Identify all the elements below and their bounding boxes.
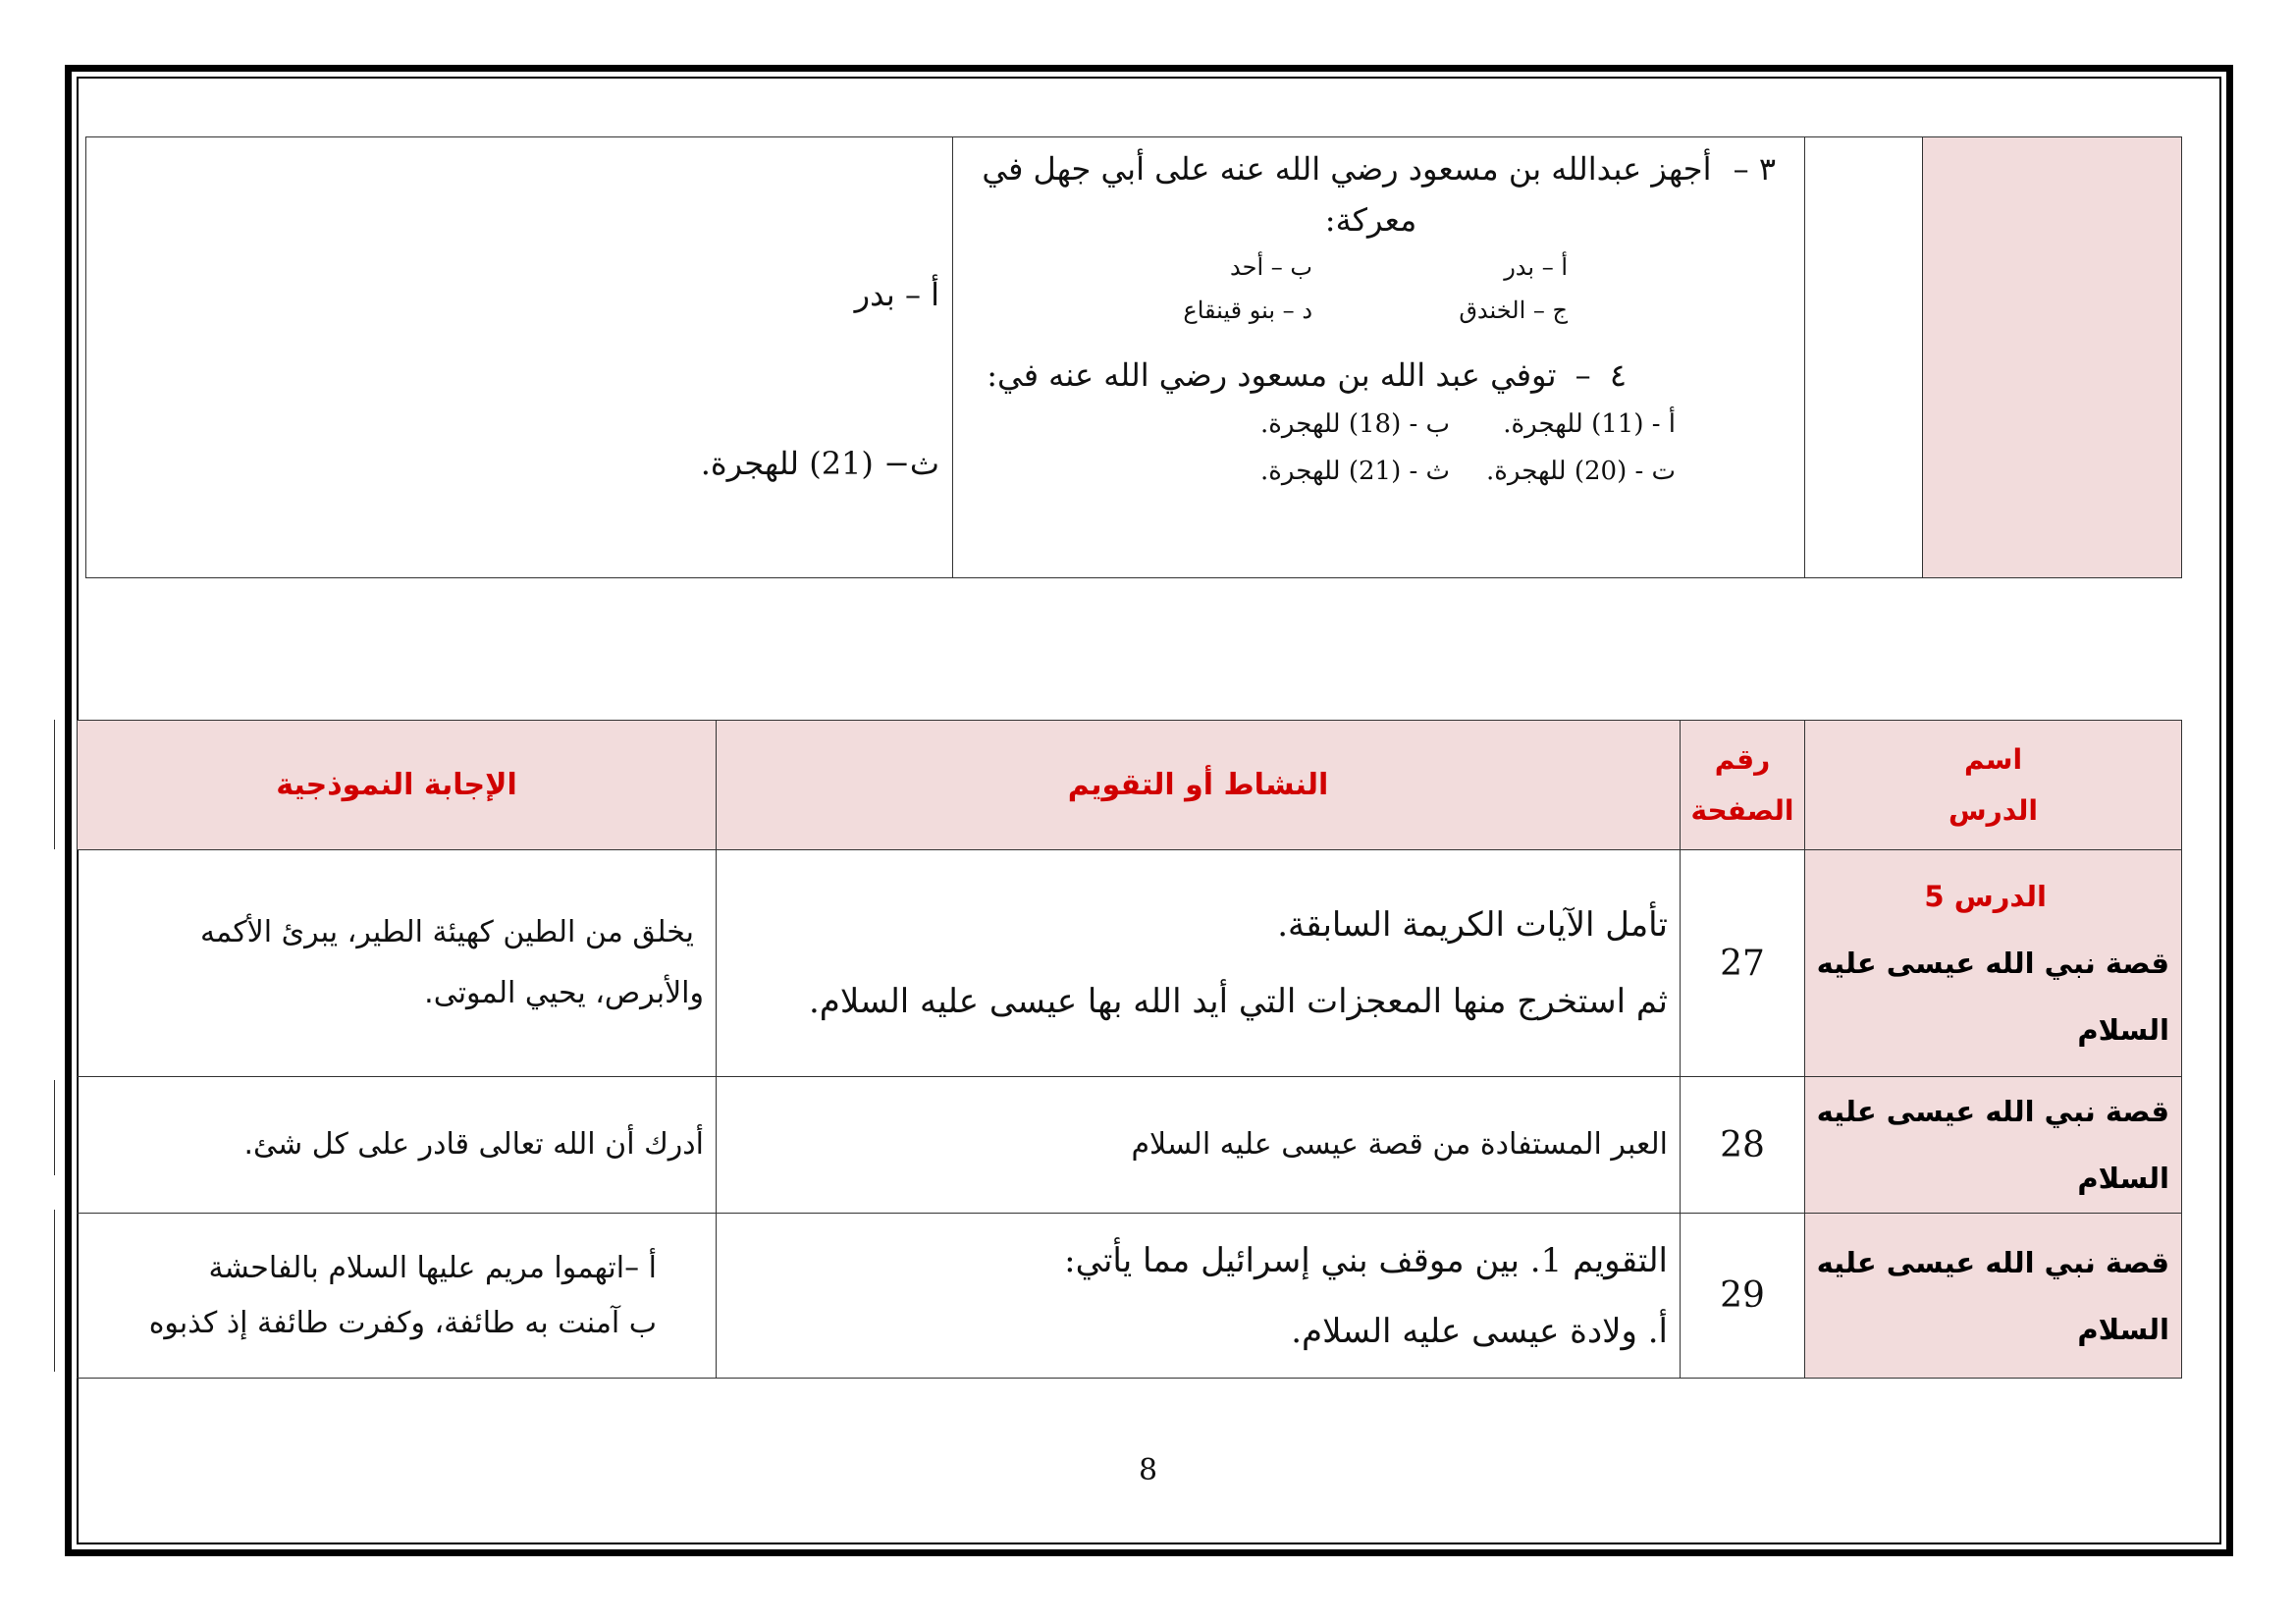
answers-cell <box>86 137 953 578</box>
option: ث - (21) للهجرة. <box>1260 457 1450 486</box>
table-edge-line <box>54 1080 55 1175</box>
header-row <box>78 721 2182 850</box>
question-3-options-row2 <box>954 289 1803 332</box>
question-3-text: أجهز عبدالله بن مسعود رضي الله عنه على أبي جهل في <box>982 150 1712 188</box>
table-row <box>78 1214 2182 1379</box>
answer-3: أ – بدر <box>854 276 939 313</box>
option: ب – أحد <box>1230 253 1312 281</box>
lesson-cell: قصة نبي الله عيسى عليه السلام <box>1805 1077 2182 1214</box>
question-4: ٤ – توفي عبد الله بن مسعود رضي الله عنه في: <box>987 356 1627 394</box>
activity-cell: العبر المستفادة من قصة عيسى عليه السلام <box>717 1077 1681 1214</box>
option: ب - (18) للهجرة. <box>1260 409 1450 439</box>
lesson-cell: قصة نبي الله عيسى عليه السلام <box>1805 1214 2182 1379</box>
page-number-cell: 28 <box>1681 1077 1805 1214</box>
header-page-number: رقم الصفحة <box>1681 721 1805 850</box>
question-3: ٣ – أجهز عبدالله بن مسعود رضي الله عنه على أبي جهل في <box>982 150 1776 188</box>
question-3-options-row1 <box>954 245 1803 289</box>
activity-cell: التقويم 1. بين موقف بني إسرائيل مما يأتي: أ. ولادة عيسى عليه السلام. <box>717 1214 1681 1379</box>
header-model-answer: الإجابة النموذجية <box>78 721 717 850</box>
page-number: 8 <box>1138 1453 1158 1488</box>
model-answer-cell: أدرك أن الله تعالى قادر على كل شئ. <box>78 1077 717 1214</box>
question-3-text-line2: معركة: <box>1324 201 1417 239</box>
question-3-number: ٣ <box>1758 150 1776 188</box>
lesson-cell: الدرس 5 قصة نبي الله عيسى عليه السلام <box>1805 850 2182 1077</box>
lesson-activity-table <box>77 720 2182 1379</box>
model-answer-cell: يخلق من الطين كهيئة الطير، يبرئ الأكمه والأبرص، يحيي الموتى. <box>78 850 717 1077</box>
table-row <box>78 1077 2182 1214</box>
page-number-cell: 27 <box>1681 850 1805 1077</box>
questions-cell <box>953 137 1805 578</box>
table-edge-line <box>54 720 55 849</box>
question-4-text: توفي عبد الله بن مسعود رضي الله عنه في: <box>987 356 1557 394</box>
option: ت - (20) للهجرة. <box>1486 457 1676 486</box>
header-activity: النشاط أو التقويم <box>717 721 1681 850</box>
question-4-number: ٤ <box>1609 356 1627 394</box>
option: أ - (11) للهجرة. <box>1503 409 1676 439</box>
option: د – بنو قينقاع <box>1183 297 1312 324</box>
model-answer-cell: أ –اتهموا مريم عليها السلام بالفاحشة ب آمنت به طائفة، وكفرت طائفة إذ كذبوه <box>78 1214 717 1379</box>
activity-cell: تأمل الآيات الكريمة السابقة. ثم استخرج منها المعجزات التي أيد الله بها عيسى عليه السلام. <box>717 850 1681 1077</box>
header-lesson-name: اسم الدرس <box>1805 721 2182 850</box>
lesson-cell-empty <box>1923 137 2182 578</box>
top-question-table <box>85 136 2182 578</box>
option: أ – بدر <box>1504 253 1568 281</box>
page-cell-empty <box>1805 137 1923 578</box>
lesson-label: الدرس 5 <box>1924 880 2047 913</box>
question-4-options-row2 <box>954 448 1803 495</box>
question-4-options-row1 <box>954 401 1803 448</box>
option: ج – الخندق <box>1459 297 1568 324</box>
table-edge-line <box>54 1210 55 1372</box>
page-number-cell: 29 <box>1681 1214 1805 1379</box>
table-row <box>78 850 2182 1077</box>
answer-4: ث− (21) للهجرة. <box>700 445 939 482</box>
